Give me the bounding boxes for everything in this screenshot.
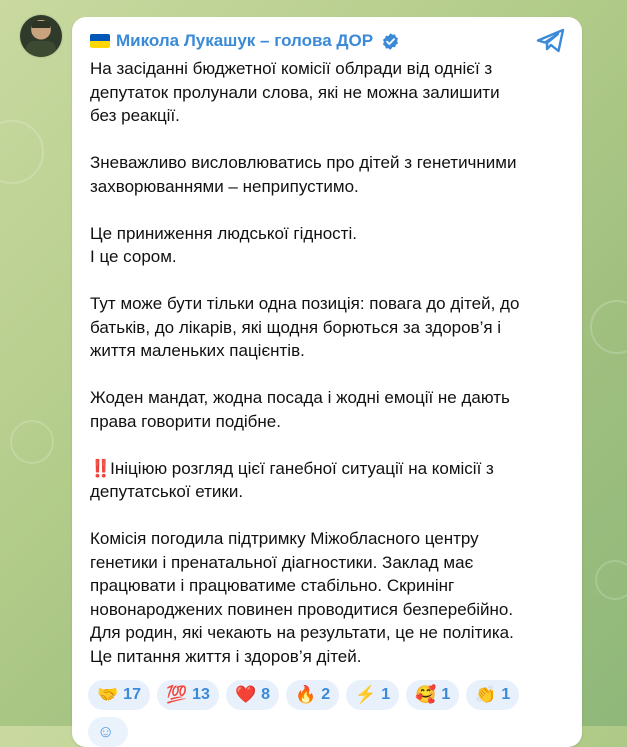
- double-exclamation-icon: ‼️: [90, 458, 111, 478]
- channel-avatar[interactable]: [20, 15, 62, 57]
- paragraph: Комісія погодила підтримку Міжобласного центру генетики і пренатальної діагностики. Заклад має працювати і працюватиме стабільно. Скринінг новонароджених повинен проводитися безперебійно. Для родин, які чекають на результати, це не політика. Це питання життя і здоров’я дітей.: [90, 529, 514, 666]
- message-text: [90, 57, 572, 692]
- reaction-count: 2: [321, 686, 331, 703]
- fire-icon: 🔥: [295, 685, 317, 704]
- reaction-partial-icon: ☺: [97, 722, 115, 741]
- paragraph: ‼️Ініціюю розгляд цієї ганебної ситуації на комісії з депутатської етики.: [90, 458, 494, 501]
- reactions-bar: [88, 680, 519, 710]
- reaction-heart[interactable]: [226, 680, 279, 710]
- ukraine-flag-icon: [90, 34, 110, 48]
- reaction-more[interactable]: [88, 717, 128, 747]
- reaction-fire[interactable]: [286, 680, 339, 710]
- background-doodle: [10, 420, 54, 464]
- reaction-hundred[interactable]: [157, 680, 219, 710]
- background-doodle: [590, 300, 627, 354]
- reaction-smiling-hearts[interactable]: [406, 680, 459, 710]
- lightning-icon: ⚡: [355, 685, 377, 704]
- smiling-hearts-icon: 🥰: [415, 685, 437, 704]
- paragraph: Це приниження людської гідності. І це сором.: [90, 223, 357, 266]
- hundred-icon: 💯: [165, 685, 188, 704]
- verified-badge-icon: [381, 32, 400, 51]
- reaction-count: 17: [123, 686, 141, 703]
- clap-icon: 👏: [475, 685, 497, 704]
- avatar-uniform: [26, 41, 56, 57]
- reaction-count: 13: [192, 686, 210, 703]
- reaction-count: 1: [501, 686, 511, 703]
- reaction-handshake[interactable]: [88, 680, 150, 710]
- avatar-cap: [32, 21, 50, 28]
- message-header: [90, 29, 400, 53]
- background-doodle: [0, 120, 44, 184]
- reaction-count: 8: [261, 686, 271, 703]
- heart-icon: ❤️: [234, 685, 257, 704]
- reaction-count: 1: [381, 686, 391, 703]
- paragraph: На засіданні бюджетної комісії облради від однієї з депутаток пролунали слова, які не можна залишити без реакції.: [90, 59, 500, 125]
- message-bubble: [72, 17, 582, 747]
- reaction-lightning[interactable]: [346, 680, 399, 710]
- channel-name[interactable]: Микола Лукашук – голова ДОР: [116, 31, 374, 50]
- reaction-clap[interactable]: [466, 680, 519, 710]
- share-icon[interactable]: [536, 28, 566, 54]
- background-doodle: [595, 560, 627, 600]
- paragraph: Тут може бути тільки одна позиція: повага до дітей, до батьків, до лікарів, які щодня борються за здоров’я і життя маленьких пацієнтів.: [90, 294, 520, 360]
- handshake-icon: 🤝: [97, 685, 119, 704]
- reaction-count: 1: [441, 686, 451, 703]
- paragraph: Зневажливо висловлюватись про дітей з генетичними захворюваннями – неприпустимо.: [90, 153, 517, 196]
- paragraph: Жоден мандат, жодна посада і жодні емоції не дають права говорити подібне.: [90, 388, 510, 431]
